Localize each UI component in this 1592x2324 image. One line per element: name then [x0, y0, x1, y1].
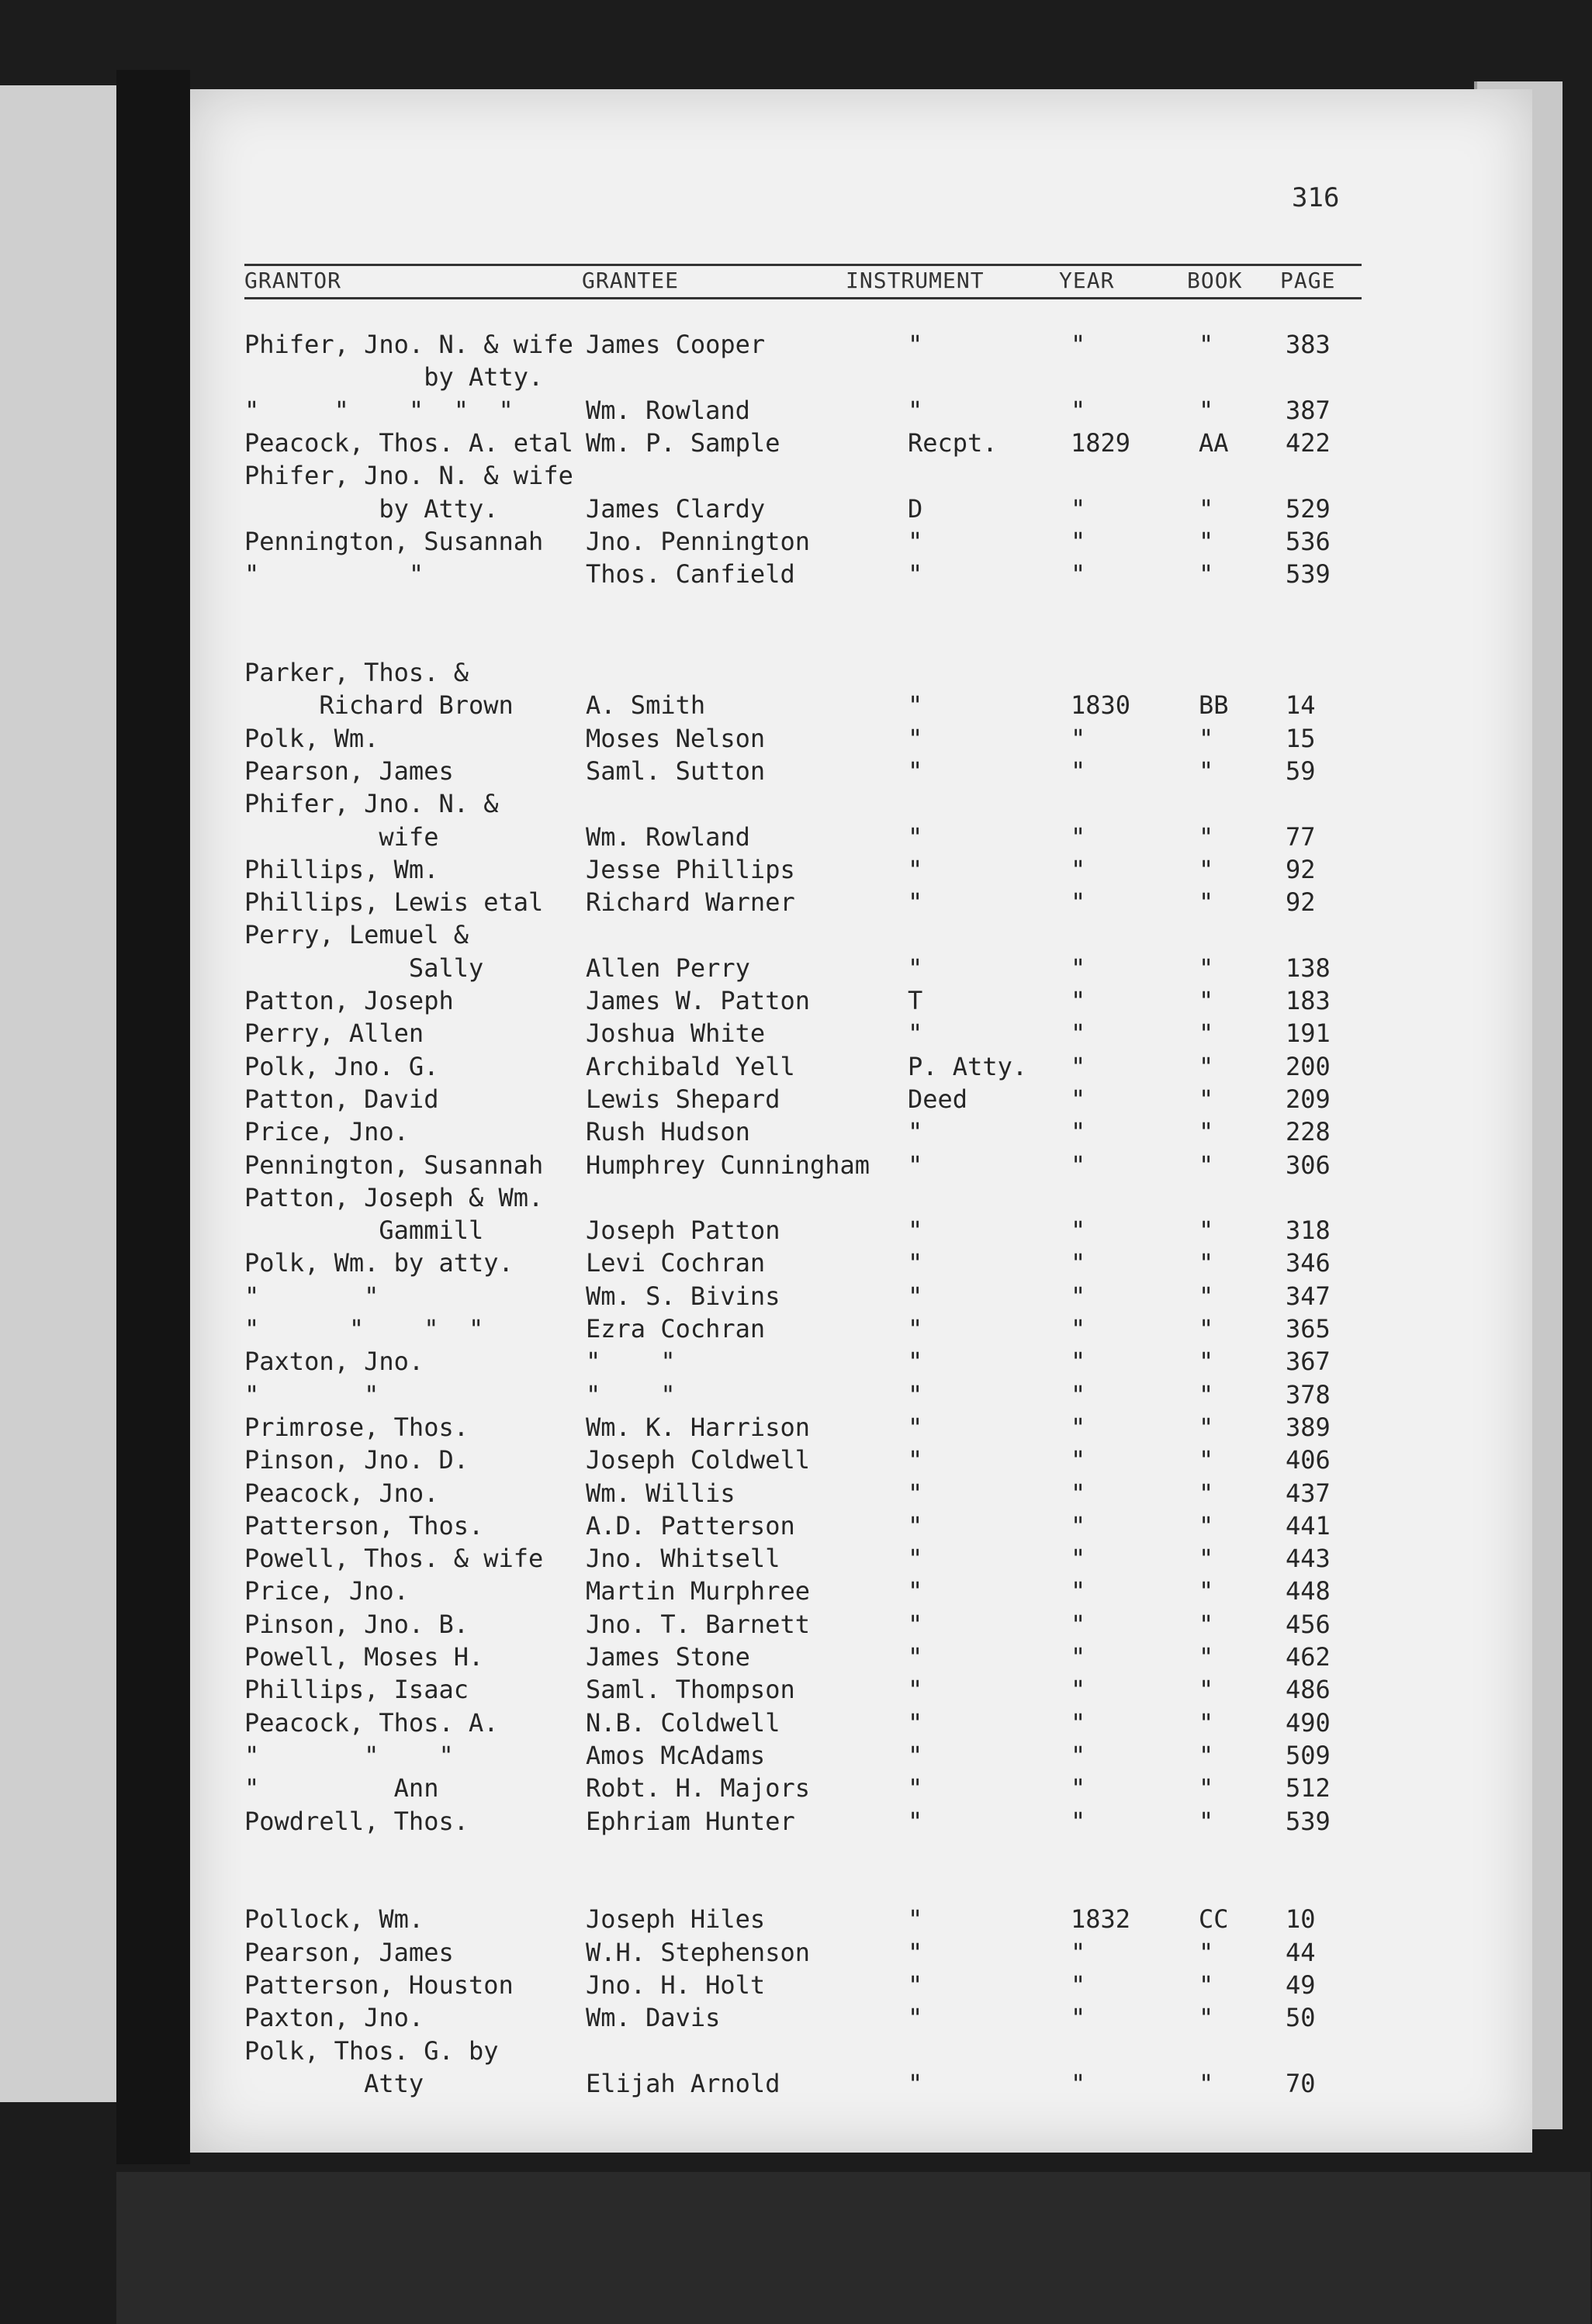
row-year: ": [1071, 396, 1086, 425]
row-grantor: " " " " ": [244, 396, 514, 425]
row-book: ": [1199, 2003, 1214, 2032]
row-grantee: Jno. T. Barnett: [586, 1610, 810, 1639]
row-year: ": [1071, 724, 1086, 753]
row-instrument: ": [908, 1281, 923, 1311]
row-book: ": [1199, 1576, 1214, 1606]
row-instrument: ": [908, 724, 923, 753]
row-instrument: P. Atty.: [908, 1052, 1028, 1081]
row-grantor: wife: [244, 822, 439, 852]
row-grantor: Pinson, Jno. D.: [244, 1445, 469, 1475]
row-grantee: Rush Hudson: [586, 1117, 750, 1146]
header-instrument: INSTRUMENT: [846, 268, 985, 293]
row-book: ": [1199, 1084, 1214, 1114]
row-book: ": [1199, 494, 1214, 524]
row-page: 318: [1286, 1216, 1331, 1245]
row-grantor: Phifer, Jno. N. &: [244, 789, 499, 818]
row-year: ": [1071, 1938, 1086, 1967]
row-year: ": [1071, 1708, 1086, 1738]
header-grantor: GRANTOR: [244, 268, 342, 293]
book-binding: [116, 70, 190, 2164]
row-page: 347: [1286, 1281, 1331, 1311]
row-year: 1830: [1071, 690, 1131, 720]
row-instrument: ": [908, 1478, 923, 1508]
row-year: ": [1071, 330, 1086, 359]
row-instrument: ": [908, 396, 923, 425]
row-instrument: ": [908, 1216, 923, 1245]
row-instrument: ": [908, 527, 923, 556]
row-book: ": [1199, 953, 1214, 983]
row-page: 512: [1286, 1773, 1331, 1803]
row-grantor: Paxton, Jno.: [244, 2003, 424, 2032]
row-book: ": [1199, 1413, 1214, 1442]
row-page: 443: [1286, 1544, 1331, 1573]
row-book: ": [1199, 1544, 1214, 1573]
row-book: ": [1199, 1150, 1214, 1180]
row-instrument: D: [908, 494, 923, 524]
row-book: ": [1199, 1018, 1214, 1048]
scanner-background: [116, 2172, 1590, 2324]
row-book: ": [1199, 1347, 1214, 1376]
row-book: ": [1199, 1970, 1214, 2000]
row-year: ": [1071, 2003, 1086, 2032]
row-grantee: Joshua White: [586, 1018, 766, 1048]
row-grantor: " ": [244, 1281, 379, 1311]
row-year: ": [1071, 559, 1086, 589]
row-page: 138: [1286, 953, 1331, 983]
row-instrument: ": [908, 756, 923, 786]
row-grantee: Jesse Phillips: [586, 855, 795, 884]
row-grantor: Primrose, Thos.: [244, 1413, 469, 1442]
row-page: 77: [1286, 822, 1316, 852]
row-grantor: Powell, Moses H.: [244, 1642, 484, 1672]
row-book: ": [1199, 1314, 1214, 1344]
row-year: ": [1071, 1413, 1086, 1442]
row-grantor: Pennington, Susannah: [244, 1150, 544, 1180]
row-page: 462: [1286, 1642, 1331, 1672]
row-instrument: ": [908, 1445, 923, 1475]
row-instrument: ": [908, 953, 923, 983]
row-year: ": [1071, 953, 1086, 983]
row-page: 15: [1286, 724, 1316, 753]
row-grantee: James Cooper: [586, 330, 766, 359]
row-year: ": [1071, 1610, 1086, 1639]
row-grantee: James Stone: [586, 1642, 750, 1672]
row-book: ": [1199, 756, 1214, 786]
row-grantor: Phifer, Jno. N. & wife: [244, 330, 573, 359]
row-year: ": [1071, 1347, 1086, 1376]
row-grantor: " ": [244, 1380, 379, 1409]
row-instrument: ": [908, 887, 923, 917]
row-year: ": [1071, 1084, 1086, 1114]
row-grantor: Phillips, Lewis etal: [244, 887, 544, 917]
row-instrument: ": [908, 1413, 923, 1442]
row-grantor: Perry, Allen: [244, 1018, 424, 1048]
row-book: ": [1199, 855, 1214, 884]
row-page: 536: [1286, 527, 1331, 556]
row-page: 539: [1286, 1807, 1331, 1836]
row-page: 92: [1286, 887, 1316, 917]
row-page: 529: [1286, 494, 1331, 524]
row-grantor: Patton, Joseph & Wm.: [244, 1183, 544, 1212]
row-year: ": [1071, 1445, 1086, 1475]
row-book: ": [1199, 1741, 1214, 1770]
row-page: 486: [1286, 1675, 1331, 1704]
row-book: ": [1199, 986, 1214, 1015]
row-page: 406: [1286, 1445, 1331, 1475]
row-grantor: " Ann: [244, 1773, 439, 1803]
row-instrument: ": [908, 1675, 923, 1704]
row-grantee: Joseph Hiles: [586, 1904, 766, 1934]
row-grantee: Wm. Rowland: [586, 396, 750, 425]
row-instrument: Deed: [908, 1084, 968, 1114]
row-instrument: ": [908, 1347, 923, 1376]
facing-page: [0, 85, 121, 2102]
row-year: ": [1071, 1807, 1086, 1836]
header-year: YEAR: [1059, 268, 1115, 293]
row-instrument: ": [908, 1018, 923, 1048]
row-instrument: ": [908, 1150, 923, 1180]
row-book: CC: [1199, 1904, 1229, 1934]
row-book: ": [1199, 330, 1214, 359]
row-page: 50: [1286, 2003, 1316, 2032]
row-grantor: Patton, David: [244, 1084, 439, 1114]
row-book: ": [1199, 1675, 1214, 1704]
row-grantor: Powell, Thos. & wife: [244, 1544, 544, 1573]
row-grantor: " ": [244, 559, 424, 589]
row-grantee: Wm. P. Sample: [586, 428, 780, 458]
row-grantee: Jno. H. Holt: [586, 1970, 766, 2000]
row-book: ": [1199, 1248, 1214, 1278]
row-grantee: Thos. Canfield: [586, 559, 795, 589]
row-grantor: Phillips, Wm.: [244, 855, 439, 884]
row-year: ": [1071, 1216, 1086, 1245]
row-instrument: Recpt.: [908, 428, 998, 458]
row-year: ": [1071, 1117, 1086, 1146]
row-page: 346: [1286, 1248, 1331, 1278]
row-year: ": [1071, 1314, 1086, 1344]
row-grantee: Martin Murphree: [586, 1576, 810, 1606]
header-top-rule: [244, 264, 1362, 266]
row-grantee: A.D. Patterson: [586, 1511, 795, 1541]
row-instrument: ": [908, 1511, 923, 1541]
row-instrument: ": [908, 1970, 923, 2000]
row-grantor: Perry, Lemuel &: [244, 920, 469, 949]
row-year: ": [1071, 1511, 1086, 1541]
row-instrument: ": [908, 1708, 923, 1738]
row-page: 437: [1286, 1478, 1331, 1508]
row-year: ": [1071, 986, 1086, 1015]
row-instrument: ": [908, 855, 923, 884]
row-grantee: Levi Cochran: [586, 1248, 766, 1278]
row-grantee: W.H. Stephenson: [586, 1938, 810, 1967]
row-year: ": [1071, 1281, 1086, 1311]
row-page: 59: [1286, 756, 1316, 786]
row-year: ": [1071, 1018, 1086, 1048]
row-grantee: N.B. Coldwell: [586, 1708, 780, 1738]
row-instrument: ": [908, 1807, 923, 1836]
row-page: 209: [1286, 1084, 1331, 1114]
row-grantor: Sally: [244, 953, 484, 983]
row-book: ": [1199, 1052, 1214, 1081]
row-grantee: Amos McAdams: [586, 1741, 766, 1770]
row-book: ": [1199, 1807, 1214, 1836]
row-grantor: Paxton, Jno.: [244, 1347, 424, 1376]
row-year: ": [1071, 1544, 1086, 1573]
row-page: 378: [1286, 1380, 1331, 1409]
row-grantee: Wm. S. Bivins: [586, 1281, 780, 1311]
row-page: 383: [1286, 330, 1331, 359]
row-instrument: ": [908, 2003, 923, 2032]
row-grantor: Pollock, Wm.: [244, 1904, 424, 1934]
row-grantor: by Atty.: [244, 494, 499, 524]
row-grantor: Price, Jno.: [244, 1117, 409, 1146]
row-book: ": [1199, 1708, 1214, 1738]
row-grantor: Patton, Joseph: [244, 986, 454, 1015]
row-grantor: Richard Brown: [244, 690, 514, 720]
row-grantee: Ezra Cochran: [586, 1314, 766, 1344]
row-book: ": [1199, 1216, 1214, 1245]
row-instrument: ": [908, 690, 923, 720]
row-grantor: Parker, Thos. &: [244, 658, 469, 687]
row-instrument: T: [908, 986, 923, 1015]
row-page: 456: [1286, 1610, 1331, 1639]
row-page: 387: [1286, 396, 1331, 425]
row-instrument: ": [908, 1576, 923, 1606]
row-year: ": [1071, 527, 1086, 556]
row-grantor: Peacock, Thos. A.: [244, 1708, 499, 1738]
page-number: 316: [1292, 182, 1340, 213]
row-grantee: " ": [586, 1347, 676, 1376]
row-page: 441: [1286, 1511, 1331, 1541]
row-book: ": [1199, 1445, 1214, 1475]
row-instrument: ": [908, 1610, 923, 1639]
row-instrument: ": [908, 822, 923, 852]
row-grantee: Saml. Thompson: [586, 1675, 795, 1704]
row-year: ": [1071, 1478, 1086, 1508]
row-book: BB: [1199, 690, 1229, 720]
row-grantor: Polk, Thos. G. by: [244, 2036, 499, 2066]
header-bottom-rule: [244, 297, 1362, 299]
row-grantor: Peacock, Jno.: [244, 1478, 439, 1508]
row-grantee: Wm. Rowland: [586, 822, 750, 852]
row-grantor: Pearson, James: [244, 756, 454, 786]
row-year: 1829: [1071, 428, 1131, 458]
row-book: ": [1199, 1478, 1214, 1508]
row-year: ": [1071, 1675, 1086, 1704]
row-year: ": [1071, 1642, 1086, 1672]
row-instrument: ": [908, 1248, 923, 1278]
row-page: 306: [1286, 1150, 1331, 1180]
row-page: 70: [1286, 2069, 1316, 2098]
row-book: ": [1199, 1117, 1214, 1146]
row-instrument: ": [908, 1544, 923, 1573]
row-grantee: Jno. Whitsell: [586, 1544, 780, 1573]
row-year: ": [1071, 494, 1086, 524]
row-grantor: Gammill: [244, 1216, 484, 1245]
row-year: ": [1071, 1576, 1086, 1606]
row-instrument: ": [908, 330, 923, 359]
row-instrument: ": [908, 1380, 923, 1409]
row-page: 389: [1286, 1413, 1331, 1442]
row-book: ": [1199, 527, 1214, 556]
row-grantee: Wm. Willis: [586, 1478, 735, 1508]
row-grantee: Joseph Coldwell: [586, 1445, 810, 1475]
row-grantee: Moses Nelson: [586, 724, 766, 753]
row-grantee: James Clardy: [586, 494, 766, 524]
row-page: 367: [1286, 1347, 1331, 1376]
row-instrument: ": [908, 1938, 923, 1967]
row-year: ": [1071, 1052, 1086, 1081]
row-year: ": [1071, 1741, 1086, 1770]
row-grantee: Jno. Pennington: [586, 527, 810, 556]
row-grantor: Patterson, Thos.: [244, 1511, 484, 1541]
header-page: PAGE: [1280, 268, 1336, 293]
row-grantee: Archibald Yell: [586, 1052, 795, 1081]
row-instrument: ": [908, 1642, 923, 1672]
row-instrument: ": [908, 1741, 923, 1770]
row-grantor: by Atty.: [244, 362, 544, 392]
row-year: ": [1071, 1248, 1086, 1278]
row-grantee: " ": [586, 1380, 676, 1409]
row-grantee: Lewis Shepard: [586, 1084, 780, 1114]
row-grantor: Phifer, Jno. N. & wife: [244, 461, 573, 490]
row-grantor: Polk, Jno. G.: [244, 1052, 439, 1081]
row-book: ": [1199, 1511, 1214, 1541]
row-page: 539: [1286, 559, 1331, 589]
row-grantee: Ephriam Hunter: [586, 1807, 795, 1836]
row-instrument: ": [908, 1904, 923, 1934]
row-book: ": [1199, 1380, 1214, 1409]
row-page: 365: [1286, 1314, 1331, 1344]
row-grantor: Polk, Wm.: [244, 724, 379, 753]
row-grantor: Pinson, Jno. B.: [244, 1610, 469, 1639]
row-grantor: Price, Jno.: [244, 1576, 409, 1606]
row-grantor: Powdrell, Thos.: [244, 1807, 469, 1836]
row-year: ": [1071, 1773, 1086, 1803]
row-book: AA: [1199, 428, 1229, 458]
row-instrument: ": [908, 1117, 923, 1146]
row-page: 448: [1286, 1576, 1331, 1606]
row-instrument: ": [908, 2069, 923, 2098]
row-grantee: Joseph Patton: [586, 1216, 780, 1245]
row-grantor: Phillips, Isaac: [244, 1675, 469, 1704]
row-page: 191: [1286, 1018, 1331, 1048]
row-book: ": [1199, 822, 1214, 852]
row-book: ": [1199, 396, 1214, 425]
row-instrument: ": [908, 1773, 923, 1803]
row-grantor: " " " ": [244, 1314, 484, 1344]
row-page: 49: [1286, 1970, 1316, 2000]
row-page: 14: [1286, 690, 1316, 720]
row-grantee: Richard Warner: [586, 887, 795, 917]
row-grantee: Allen Perry: [586, 953, 750, 983]
row-book: ": [1199, 1773, 1214, 1803]
row-year: ": [1071, 887, 1086, 917]
row-grantor: Pennington, Susannah: [244, 527, 544, 556]
row-grantor: Polk, Wm. by atty.: [244, 1248, 514, 1278]
ledger-page: [190, 89, 1532, 2153]
row-grantee: Wm. Davis: [586, 2003, 721, 2032]
row-grantor: Pearson, James: [244, 1938, 454, 1967]
row-book: ": [1199, 559, 1214, 589]
row-grantee: Humphrey Cunningham: [586, 1150, 870, 1180]
row-page: 92: [1286, 855, 1316, 884]
row-year: ": [1071, 1150, 1086, 1180]
row-year: 1832: [1071, 1904, 1131, 1934]
row-year: ": [1071, 1970, 1086, 2000]
row-book: ": [1199, 1281, 1214, 1311]
row-grantor: Peacock, Thos. A. etal: [244, 428, 573, 458]
row-page: 200: [1286, 1052, 1331, 1081]
row-book: ": [1199, 1938, 1214, 1967]
row-grantee: Wm. K. Harrison: [586, 1413, 810, 1442]
row-grantor: Patterson, Houston: [244, 1970, 514, 2000]
row-year: ": [1071, 822, 1086, 852]
row-page: 10: [1286, 1904, 1316, 1934]
row-book: ": [1199, 1610, 1214, 1639]
row-year: ": [1071, 1380, 1086, 1409]
row-grantee: Robt. H. Majors: [586, 1773, 810, 1803]
row-grantor: " " ": [244, 1741, 454, 1770]
row-book: ": [1199, 724, 1214, 753]
row-grantee: Elijah Arnold: [586, 2069, 780, 2098]
row-grantee: James W. Patton: [586, 986, 810, 1015]
header-grantee: GRANTEE: [582, 268, 680, 293]
row-page: 490: [1286, 1708, 1331, 1738]
row-book: ": [1199, 887, 1214, 917]
row-page: 183: [1286, 986, 1331, 1015]
row-grantee: Saml. Sutton: [586, 756, 766, 786]
row-grantor: Atty: [244, 2069, 424, 2098]
row-year: ": [1071, 855, 1086, 884]
row-year: ": [1071, 756, 1086, 786]
row-page: 228: [1286, 1117, 1331, 1146]
row-page: 509: [1286, 1741, 1331, 1770]
header-book: BOOK: [1187, 268, 1243, 293]
row-grantee: A. Smith: [586, 690, 706, 720]
row-instrument: ": [908, 1314, 923, 1344]
row-instrument: ": [908, 559, 923, 589]
row-book: ": [1199, 1642, 1214, 1672]
row-page: 44: [1286, 1938, 1316, 1967]
row-year: ": [1071, 2069, 1086, 2098]
row-page: 422: [1286, 428, 1331, 458]
row-book: ": [1199, 2069, 1214, 2098]
